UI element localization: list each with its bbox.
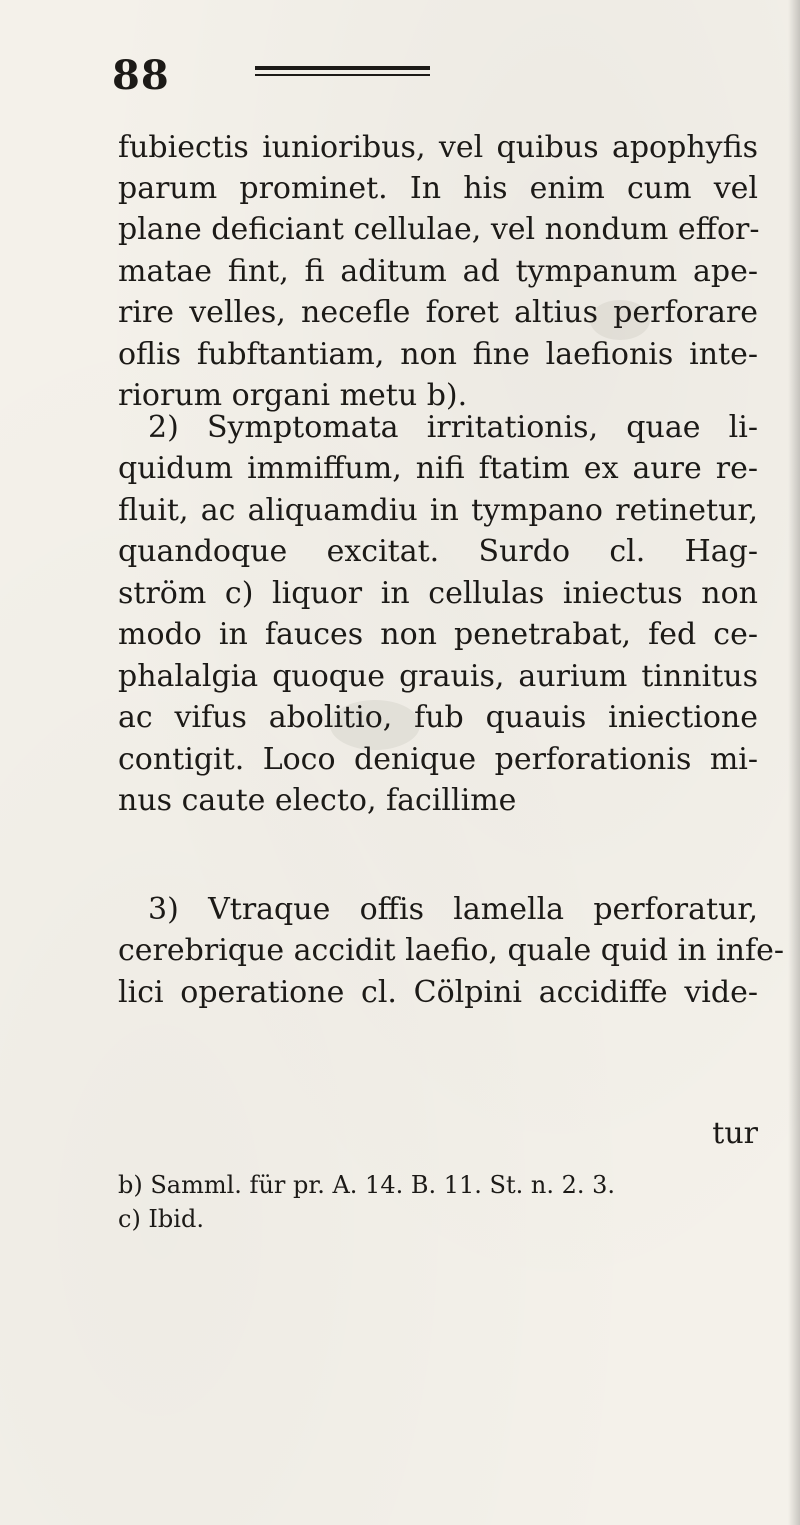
footnote: c) Ibid.: [118, 1205, 204, 1233]
text-line: ström c) liquor in cellulas iniectus non: [118, 576, 758, 611]
text-line: 3) Vtraque offis lamella perforatur,: [148, 892, 758, 927]
text-line: matae fint, fi aditum ad tympanum ape-: [118, 254, 758, 289]
text-line: quandoque excitat. Surdo cl. Hag-: [118, 534, 758, 569]
footnote: b) Samml. für pr. A. 14. B. 11. St. n. 2. 3.: [118, 1171, 616, 1199]
text-line: ac vifus abolitio, fub quauis iniectione: [118, 700, 758, 735]
text-line: 2) Symptomata irritationis, quae li-: [148, 410, 758, 445]
header-rule: [255, 66, 430, 76]
catchword: tur: [712, 1116, 758, 1151]
page-edge-shadow: [788, 0, 800, 1525]
text-line: quidum immiffum, nifi ftatim ex aure re-: [118, 451, 758, 486]
text-line: nus caute electo, facillime: [118, 783, 517, 818]
text-line: fluit, ac aliquamdiu in tympano retinetur,: [118, 493, 758, 528]
text-line: riorum organi metu b).: [118, 378, 468, 413]
text-line: parum prominet. In his enim cum vel: [118, 171, 758, 206]
text-line: oflis fubftantiam, non fine laefionis inte-: [118, 337, 758, 372]
text-line: lici operatione cl. Cölpini accidiffe vide-: [118, 975, 758, 1010]
text-line: phalalgia quoque grauis, aurium tinnitus: [118, 659, 758, 694]
page-number: 88: [112, 52, 170, 99]
text-line: cerebrique accidit laefio, quale quid in infe-: [118, 933, 784, 968]
text-line: fubiectis iunioribus, vel quibus apophyfis: [118, 130, 758, 165]
text-line: rire velles, necefle foret altius perforare: [118, 295, 758, 330]
text-line: plane deficiant cellulae, vel nondum effor-: [118, 212, 760, 247]
text-line: contigit. Loco denique perforationis mi-: [118, 742, 758, 777]
text-line: modo in fauces non penetrabat, fed ce-: [118, 617, 758, 652]
